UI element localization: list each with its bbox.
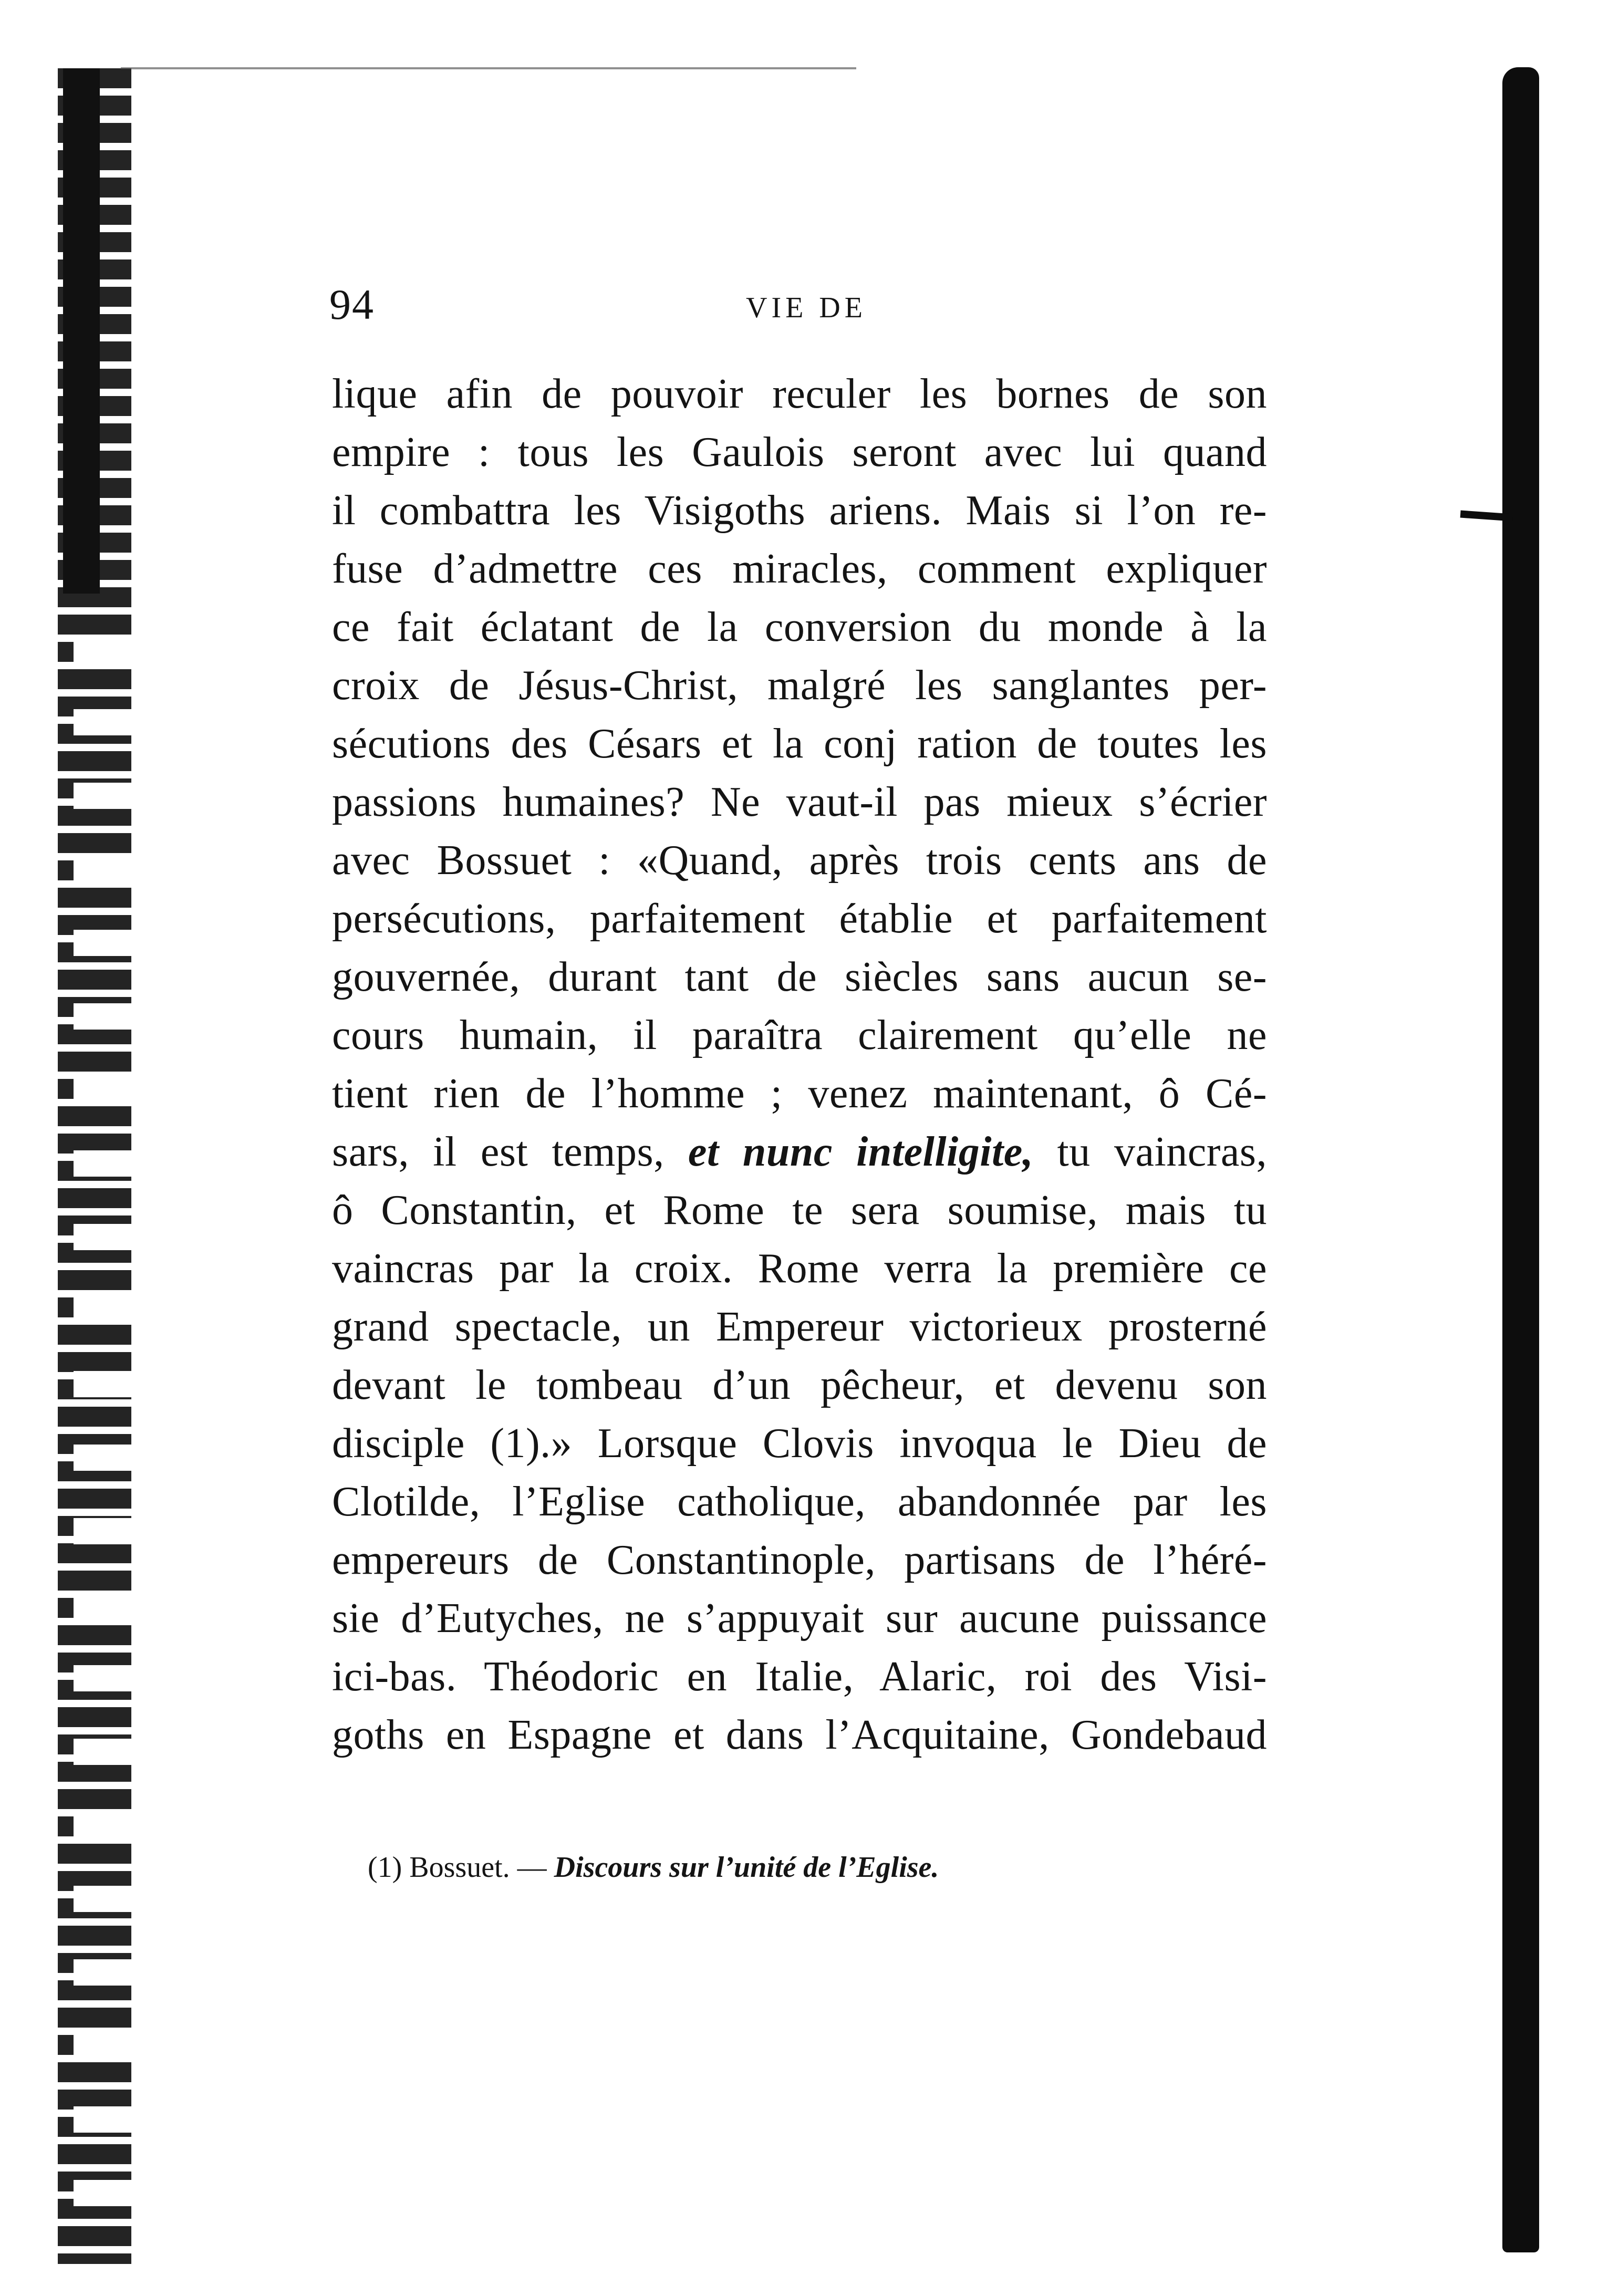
text-line: il combattra les Visigoths ariens. Mais si l’on re-	[332, 487, 1267, 534]
latin-quote: et nunc intelligite,	[688, 1129, 1034, 1175]
text-line: ô Constantin, et Rome te sera soumise, mais tu	[332, 1187, 1267, 1233]
footnote-title: Discours sur l’unité de l’Eglise.	[554, 1851, 939, 1884]
scan-edge-left-solid	[63, 68, 100, 594]
text-line: ce fait éclatant de la conversion du monde à la	[332, 604, 1267, 650]
text-line: tient rien de l’homme ; venez maintenant, ô Cé-	[332, 1071, 1267, 1117]
text-line: passions humaines? Ne vaut-il pas mieux s’écrier	[332, 779, 1267, 825]
text-line: sécutions des Césars et la conj ration de toutes les	[332, 721, 1267, 767]
text-segment: tu vaincras,	[1033, 1129, 1267, 1175]
text-line: sie d’Eutyches, ne s’appuyait sur aucune puissance	[332, 1595, 1267, 1642]
footnote	[368, 1846, 1261, 1888]
scan-edge-right	[1502, 67, 1539, 2252]
text-line: grand spectacle, un Empereur victorieux prosterné	[332, 1304, 1267, 1350]
text-line: devant le tombeau d’un pêcheur, et devenu son	[332, 1362, 1267, 1408]
text-line: ici-bas. Théodoric en Italie, Alaric, roi des Visi-	[332, 1654, 1267, 1700]
text-line: gouvernée, durant tant de siècles sans aucun se-	[332, 954, 1267, 1000]
text-line-with-latin	[332, 1123, 1267, 1181]
running-head: VIE DE	[746, 292, 867, 324]
text-line: empire : tous les Gaulois seront avec lui quand	[332, 429, 1267, 475]
body-text	[332, 365, 1267, 1764]
text-line: vaincras par la croix. Rome verra la première ce	[332, 1245, 1267, 1292]
text-line: persécutions, parfaitement établie et parfaitement	[332, 896, 1267, 942]
text-line: croix de Jésus-Christ, malgré les sanglantes per-	[332, 662, 1267, 709]
text-line: disciple (1).» Lorsque Clovis invoqua le Dieu de	[332, 1420, 1267, 1467]
text-line: goths en Espagne et dans l’Acquitaine, Gondebaud	[332, 1712, 1267, 1758]
text-line: cours humain, il paraîtra clairement qu’elle ne	[332, 1012, 1267, 1058]
footnote-marker: (1) Bossuet. —	[368, 1851, 554, 1884]
scan-edge-top	[121, 67, 856, 69]
text-line: Clotilde, l’Eglise catholique, abandonnée par les	[332, 1479, 1267, 1525]
text-segment: sars, il est temps,	[332, 1129, 688, 1175]
scan-edge-left-gaps	[74, 588, 131, 2217]
text-line: empereurs de Constantinople, partisans de l’héré-	[332, 1537, 1267, 1583]
text-line: avec Bossuet : «Quand, après trois cents ans de	[332, 837, 1267, 884]
text-line: fuse d’admettre ces miracles, comment expliquer	[332, 546, 1267, 592]
text-line: lique afin de pouvoir reculer les bornes de son	[332, 371, 1267, 417]
page-number: 94	[329, 280, 375, 328]
page-header	[329, 276, 1275, 334]
